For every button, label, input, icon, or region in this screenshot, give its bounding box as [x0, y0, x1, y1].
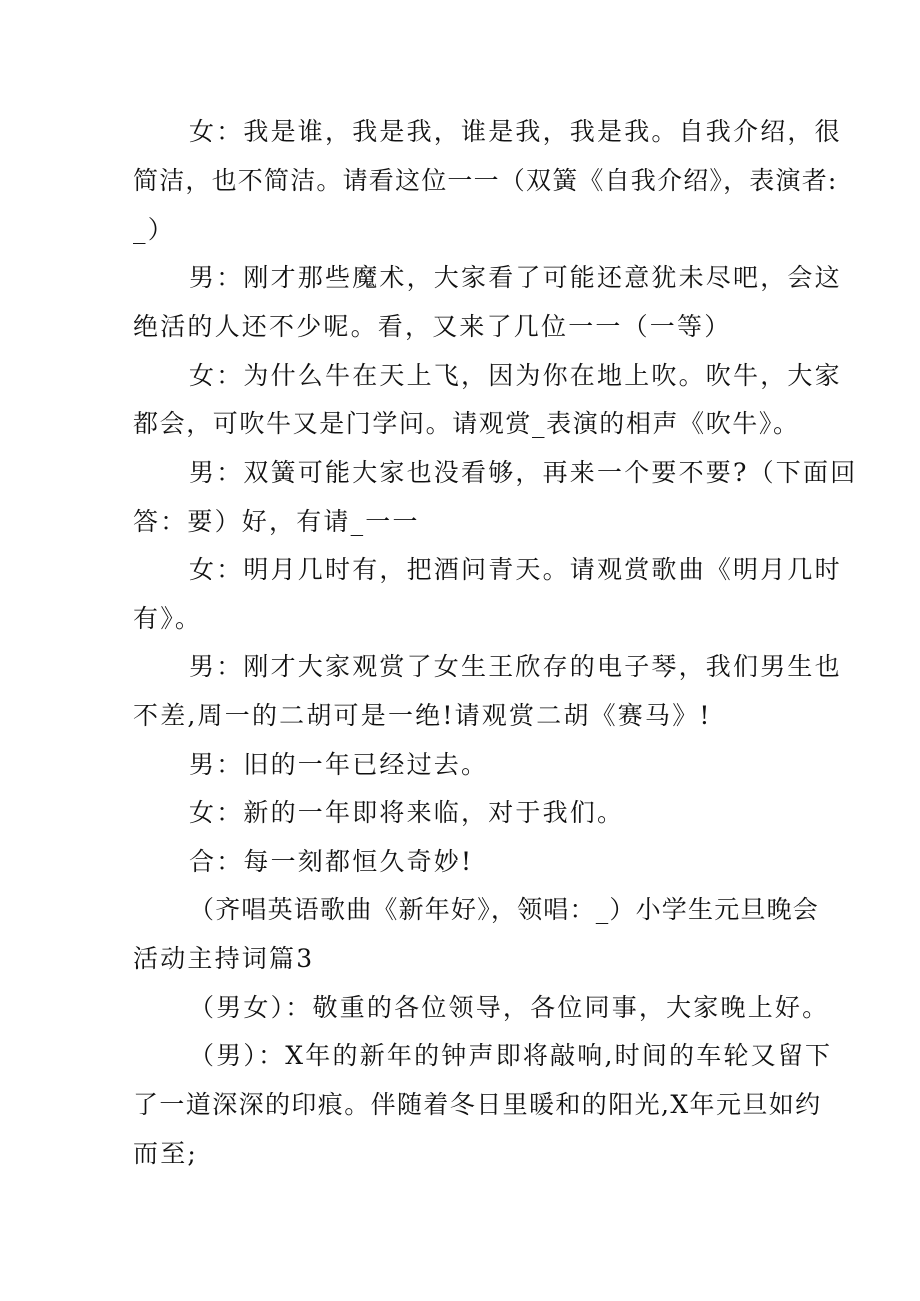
text-line: 都会，可吹牛又是门学问。请观赏_表演的相声《吹牛》。 [133, 409, 800, 438]
text-line: 了一道深深的印痕。伴随着冬日里暖和的阳光,X年元旦如约 [133, 1090, 822, 1119]
text-line: 女：明月几时有，把酒问青天。请观赏歌曲《明月几时 [189, 555, 842, 584]
text-line: 男：刚才大家观赏了女生王欣存的电子琴，我们男生也 [189, 652, 842, 681]
text-line: 男：旧的一年已经过去。 [189, 750, 489, 779]
text-line: 合：每一刻都恒久奇妙! [189, 847, 474, 876]
text-line: （男女）：敬重的各位领导，各位同事，大家晚上好。 [189, 993, 830, 1022]
text-line: 男：双簧可能大家也没看够，再来一个要不要?（下面回 [189, 458, 858, 487]
text-line: 女：为什么牛在天上飞，因为你在地上吹。吹牛，大家 [189, 361, 842, 390]
text-line: 有》。 [133, 604, 203, 633]
text-line: （齐唱英语歌曲《新年好》，领唱：_）小学生元旦晚会 [189, 895, 820, 924]
text-line: 女：我是谁，我是我，谁是我，我是我。自我介绍，很 [189, 117, 842, 146]
text-line: 而至; [133, 1139, 199, 1168]
text-line: 不差,周一的二胡可是一绝!请观赏二胡《赛马》! [133, 701, 712, 730]
text-line: 活动主持词篇3 [133, 944, 315, 973]
text-line: 绝活的人还不少呢。看，又来了几位一一（一等） [133, 312, 732, 341]
text-line: 女：新的一年即将来临，对于我们。 [189, 798, 625, 827]
text-line: 简洁，也不简洁。请看这位一一（双簧《自我介绍》，表演者: [133, 166, 838, 195]
text-line: （男）：X年的新年的钟声即将敲响,时间的车轮又留下 [189, 1041, 833, 1070]
text-line: _） [133, 215, 175, 244]
text-line: 男：刚才那些魔术，大家看了可能还意犹未尽吧，会这 [189, 263, 842, 292]
text-line: 答：要）好，有请_一一 [133, 507, 420, 536]
